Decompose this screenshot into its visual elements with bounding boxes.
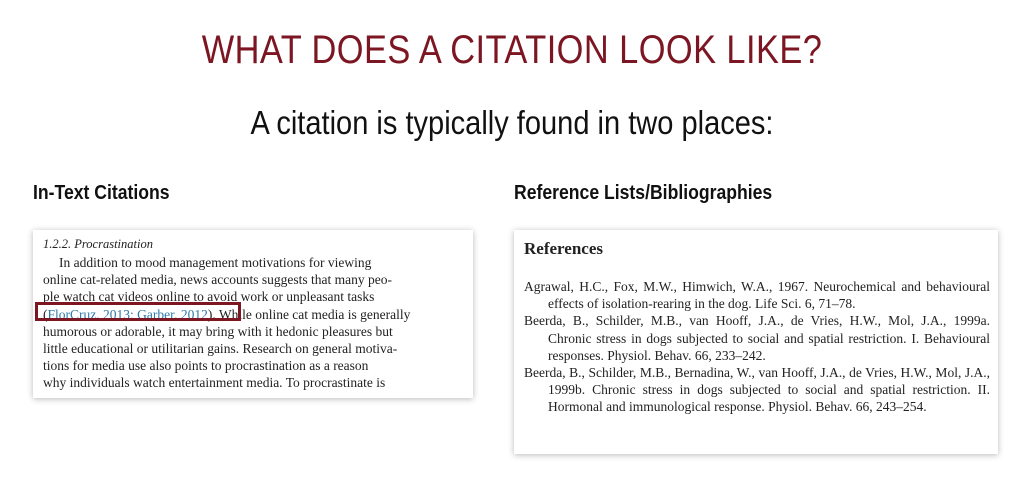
section-title: 1.2.2. Procrastination [43, 237, 153, 251]
paragraph-line: ple watch cat videos online to avoid work or unpleasant tasks [43, 289, 375, 305]
paragraph-line: little educational or utilitarian gains. Research on general motiva- [43, 341, 398, 357]
reference-list-example [514, 230, 998, 454]
paren-open: ( [43, 306, 48, 322]
in-text-citations-heading: In-Text Citations [33, 182, 170, 204]
paragraph-line: tions for media use also points to procrastination as a reason [43, 358, 369, 374]
reference-entry: Agrawal, H.C., Fox, M.W., Himwich, W.A., 1967. Neurochemical and behavioural effects of isolation-rearing in the dog. Life Sci. 6, 71–78. [524, 279, 990, 312]
slide-subtitle: A citation is typically found in two places: [250, 104, 774, 141]
line-rest: ). While online cat media is generally [207, 306, 411, 322]
slide-title: WHAT DOES A CITATION LOOK LIKE? [201, 28, 823, 72]
paragraph-line: In addition to mood management motivations for viewing [59, 255, 372, 270]
paragraph-line: why individuals watch entertainment media. To procrastinate is [43, 375, 386, 391]
reference-entry: Beerda, B., Schilder, M.B., Bernadina, W., van Hooff, J.A., de Vries, H.W., Mol, J.A., 1999b. Chronic stress in dogs subjected to social and spatial restriction. II. Hormonal and immunological response. Physiol. Behav. 66, 243–254. [524, 365, 990, 415]
references-title: References [524, 239, 603, 258]
in-text-citation-example [33, 230, 473, 398]
reference-lists-heading: Reference Lists/Bibliographies [514, 182, 773, 204]
example-paragraph [43, 254, 463, 392]
paragraph-line: online cat-related media, news accounts suggests that many peo- [43, 272, 393, 288]
paragraph-line: humorous or adorable, it may bring with it hedonic pleasures but [43, 323, 393, 339]
reference-list [524, 278, 990, 416]
reference-entry: Beerda, B., Schilder, M.B., van Hooff, J.A., de Vries, H.W., Mol, J.A., 1999a. Chronic stress in dogs subjected to social and spatial restriction. I. Behavioural responses. Physiol. Behav. 66, 233–242. [524, 313, 990, 363]
citation-separator: ; [130, 306, 138, 322]
citation-link-garber[interactable]: Garber, 2012 [137, 306, 208, 322]
citation-link-florcruz[interactable]: FlorCruz, 2013 [47, 306, 130, 322]
citation-highlight-box [35, 302, 241, 321]
